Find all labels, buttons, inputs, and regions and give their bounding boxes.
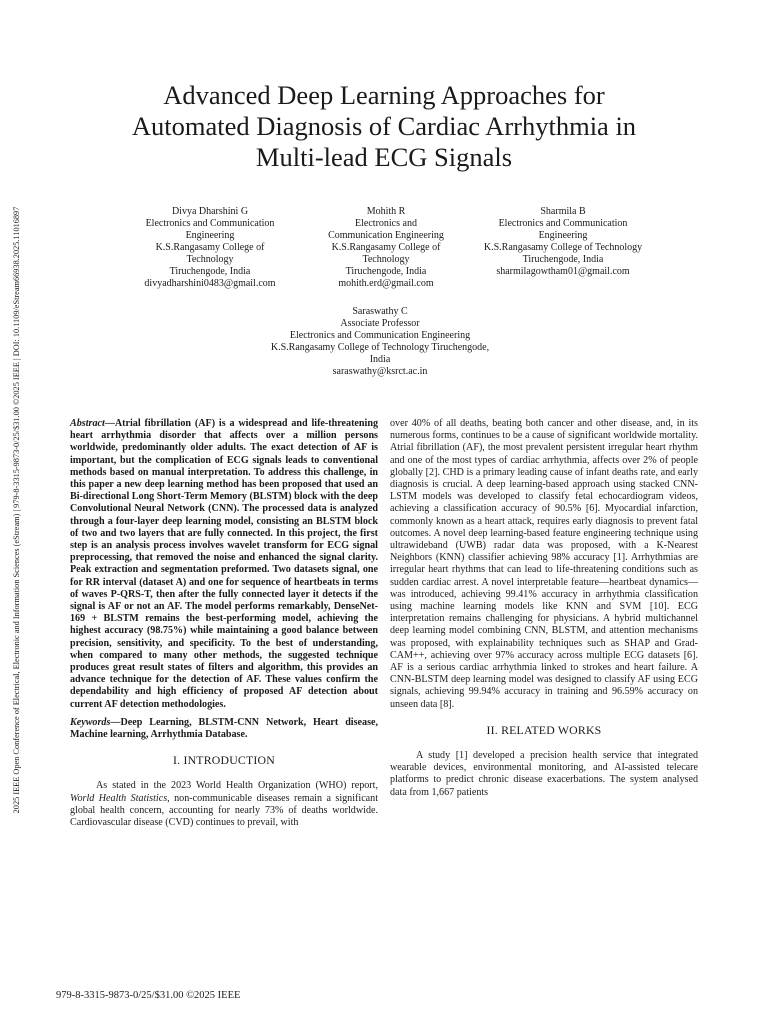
author-block-1 [130, 206, 290, 290]
title-line: Advanced Deep Learning Approaches for [163, 80, 605, 110]
side-citation-note [12, 150, 26, 870]
author-affiliation: Engineering [185, 230, 235, 241]
author-block-3 [468, 206, 658, 278]
abstract-label: Abstract [70, 418, 105, 429]
author-location: Tiruchengode, India [345, 266, 427, 277]
author-location: Tiruchengode, India [169, 266, 251, 277]
author-affiliation: K.S.Rangasamy College of [331, 242, 441, 253]
related-works-paragraph: A study [1] developed a precision health service that integrated wearable devices, environmental monitoring, and AI-assisted telecare platforms to predict chronic disease exacerbations. The system analysed data from 1,667 patients [390, 750, 698, 798]
author-affiliation: Technology [186, 254, 234, 265]
title-line: Multi-lead ECG Signals [255, 142, 513, 172]
author-email: sharmilagowtham01@gmail.com [496, 266, 630, 277]
introduction-paragraph-continued: over 40% of all deaths, beating both cancer and other disease, and, in its numerous forms, continues to be a cause of significant worldwide mortality. Atrial fibrillation (AF), the most prevalent persistent irregular heart rhythm and one of the most types of cardiac arrhythmia, affects over 2% of people globally [2]. CHD is a primary leading cause of infant deaths rate, and early diagnosis is crucial. A deep learning-based approach using stacked CNN-LSTM models was developed to classify fetal echocardiogram videos, achieving a classification accuracy of 90.5% [6]. Myocardial infarction, commonly known as a heart attack, requires early diagnosis to prevent fatal outcomes. A novel deep learning-based feature engineering technique using ultrawideband (UWB) radar data was proposed, with a K-Nearest Neighbors (KNN) classifier achieving 98% accuracy [1]. Arrhythmias are irregular heart rhythms that can lead to life-threatening conditions such as sudden cardiac arrest. A novel interpretable feature—heartbeat dynamics—was introduced, achieving 99.41% accuracy in arrhythmia classification using machine learning models like KNN and SVM [10]. ECG interpretation remains challenging for physicians. A hybrid multichannel deep learning model combining CNN, BLSTM, and attention mechanisms was proposed, with explainability techniques such as SHAP and Grad-CAM++, achieving over 97% accuracy across multiple ECG datasets [6]. AF is a serious cardiac arrhythmia linked to strokes and heart failure. A CNN-BLSTM deep learning model was designed to classify AF using ECG signals, achieving 99.94% accuracy in training and 96.59% accuracy on unseen data [8]. [390, 418, 698, 710]
author-name: Sharmila B [540, 206, 586, 217]
paper-title [60, 80, 708, 173]
author-name: Divya Dharshini G [171, 206, 249, 217]
intro-text-continued: , non-communicable diseases remain a significant global health concern, accounting for nearly 73% of deaths worldwide. Cardiovascular disease (CVD) continues to prevail, with [70, 792, 379, 829]
abstract-text: Atrial fibrillation (AF) is a widespread and life-threatening heart arrhythmia disorder that affects over a million persons worldwide, predominantly older adults. The exact detection of AF is important, but the complication of ECG signals leads to conventional methods based on manual interpretation. To address this challenge, in this paper a new deep learning method has been proposed that used an Bi-directional Long Short-Term Memory (BLSTM) block with the deep Convolutional Neural Network (CNN). The processed data is analyzed through a four-layer deep learning model, consisting an BLSTM block of two and two layers that are fully connected. In this project, the first step is an analysis process involves wavelet transform for ECG signal preprocessing, that removed the noise and enhanced the signal clarity. Peak extraction and segmentation preformed. Two datasets signal, one for RR interval (dataset A) and one for sequence of heartbeats in terms of waves P-QRS-T, then after the fully connected layer it detects if the signal is AF or not an AF. The model performs remarkably, DenseNet-169 + BLSTM remains the best-performing model, achieving the highest accuracy (98.75%) while maintaining a good balance between precision, sensitivity, and specificity. To the best of understanding, when compared to many other methods, the suggested technique produces great result states of filters and algorithm, this provides an advance technique for the detection of AF. These values confirm the dependability and high efficiency of proposed AF detection about current AF detection methodologies. [70, 418, 378, 710]
title-line: Automated Diagnosis of Cardiac Arrhythmia in [131, 111, 637, 141]
introduction-paragraph-start [70, 780, 378, 829]
section-heading-related-works: II. RELATED WORKS [486, 722, 602, 737]
author-affiliation: Communication Engineering [328, 230, 444, 241]
keywords-paragraph: Keywords—Deep Learning, BLSTM-CNN Network, Heart disease, Machine learning, Arrhythmia Database. [70, 716, 378, 741]
author-location: India [369, 354, 391, 365]
author-title: Associate Professor [340, 318, 420, 329]
author-email: divyadharshini0483@gmail.com [144, 278, 276, 289]
author-name: Saraswathy C [352, 306, 408, 317]
left-column [70, 418, 378, 829]
author-affiliation: Technology [362, 254, 410, 265]
author-block-4 [230, 306, 530, 378]
author-affiliation: Engineering [538, 230, 588, 241]
right-column [390, 418, 698, 799]
author-affiliation: K.S.Rangasamy College of [155, 242, 265, 253]
intro-text: As stated in the 2023 World Health Organization (WHO) report, [96, 780, 378, 792]
author-email: saraswathy@ksrct.ac.in [332, 366, 428, 377]
author-affiliation: Electronics and Communication [145, 218, 275, 229]
side-citation-text: 2025 IEEE Open Conference of Electrical, Electronic and Information Sciences (eStream) | 979-8-3315-9873-0/25/$31.00 ©2025 IEEE | DOI: 10.1109/eStream66938.2025.11016897 [12, 206, 21, 814]
author-affiliation: K.S.Rangasamy College of Technology [483, 242, 643, 253]
abstract-paragraph: Abstract—Atrial fibrillation (AF) is a widespread and life-threatening heart arrhythmia disorder that affects over a million persons worldwide, predominantly older adults. The exact detection of AF is important, but the complication of ECG signals leads to conventional methods based on manual interpretation. To address this challenge, in this paper a new deep learning method has been proposed that used an Bi-directional Long Short-Term Memory (BLSTM) block with the deep Convolutional Neural Network (CNN). The processed data is analyzed through a four-layer deep learning model, consisting an BLSTM block of two and two layers that are fully connected. In this project, the first step is an analysis process involves wavelet transform for ECG signal preprocessing, that removed the noise and enhanced the signal clarity. Peak extraction and segmentation preformed. Two datasets signal, one for RR interval (dataset A) and one for sequence of heartbeats in terms of waves P-QRS-T, then after the fully connected layer it detects if the signal is AF or not an AF. The model performs remarkably, DenseNet-169 + BLSTM remains the best-performing model, achieving the highest accuracy (98.75%) while maintaining a good balance between precision, sensitivity, and specificity. To the best of understanding, when compared to many other methods, the suggested technique produces great result states of filters and algorithm, this provides an advance technique for the detection of AF. These values confirm the dependability and high efficiency of proposed AF detection about current AF detection methodologies. [70, 418, 378, 710]
author-affiliation: Electronics and Communication [498, 218, 628, 229]
section-heading-introduction: I. INTRODUCTION [173, 753, 275, 768]
author-affiliation: K.S.Rangasamy College of Technology Tiruchengode, [270, 342, 490, 353]
author-affiliation: Electronics and Communication Engineering [289, 330, 471, 341]
author-location: Tiruchengode, India [522, 254, 604, 265]
keywords-text: Deep Learning, BLSTM-CNN Network, Heart disease, Machine learning, Arrhythmia Database. [70, 716, 378, 741]
author-block-2 [310, 206, 462, 290]
intro-italic-text: World Health Statistics [70, 792, 168, 804]
author-name: Mohith R [366, 206, 406, 217]
keywords-label: Keywords [70, 716, 111, 728]
author-email: mohith.erd@gmail.com [338, 278, 434, 289]
author-affiliation: Electronics and [355, 218, 417, 229]
page-footer: 979-8-3315-9873-0/25/$31.00 ©2025 IEEE [56, 990, 241, 1001]
